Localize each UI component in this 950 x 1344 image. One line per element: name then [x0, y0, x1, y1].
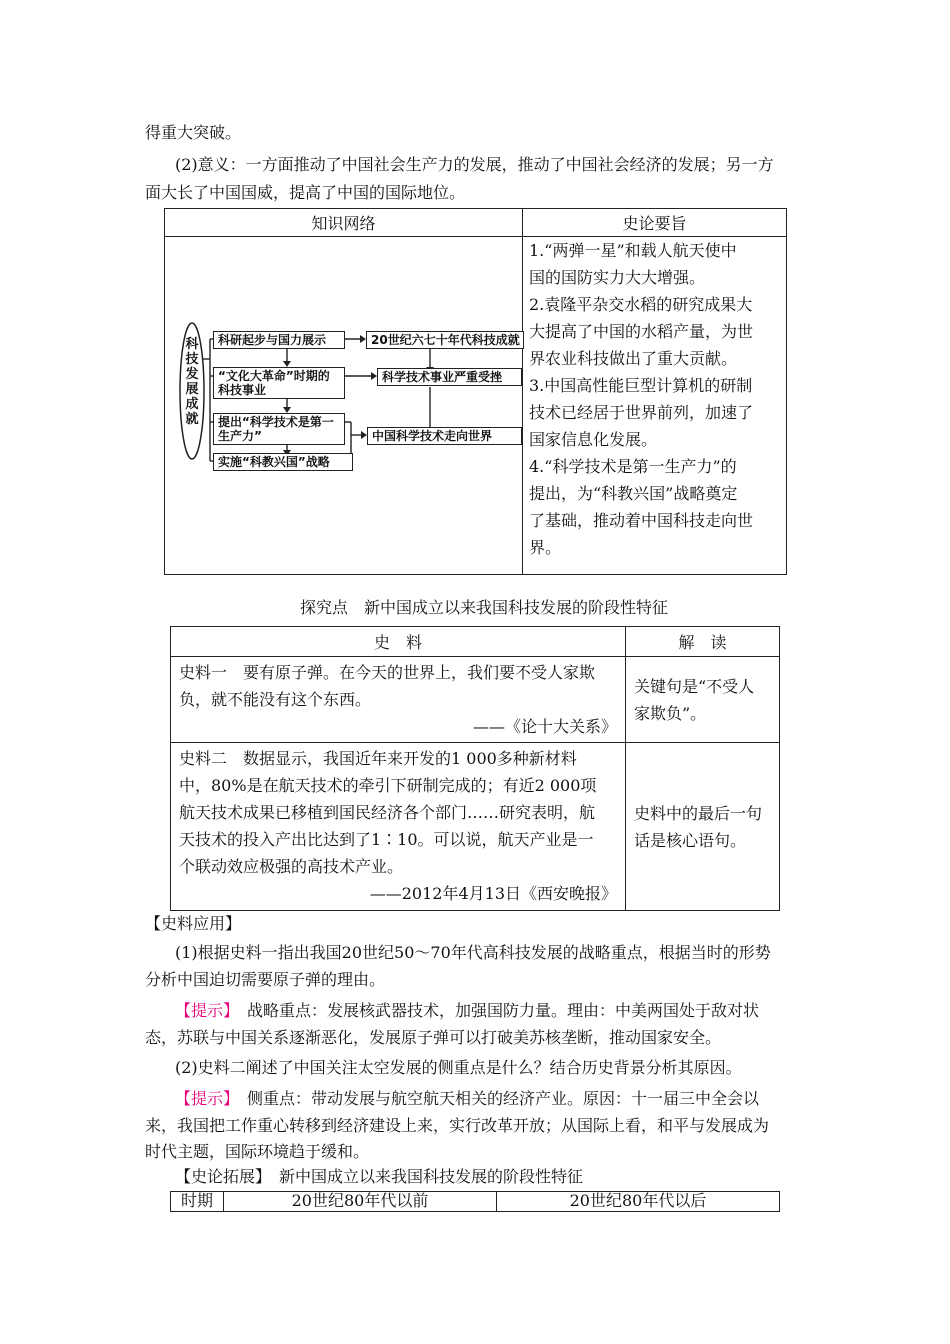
knowledge-diagram	[165, 237, 522, 574]
diagram-node-achievements-6070s: 20世纪六七十年代科技成就	[366, 331, 524, 349]
key-point-line: 界农业科技做出了重大贡献。	[529, 349, 738, 368]
question-1-line-2: 分析中国迫切需要原子弹的理由。	[145, 970, 386, 989]
diagram-node-kejiao-xingguo: 实施“科教兴国”战略	[213, 453, 353, 471]
header-key-points: 史论要旨	[523, 209, 787, 237]
material-line: 中，80%是在航天技术的牵引下研制完成的；有近2 000项	[179, 776, 597, 795]
key-point-line: 国的国防实力大大增强。	[529, 268, 706, 287]
knowledge-diagram-cell	[165, 237, 523, 575]
key-point-line: 2.袁隆平杂交水稻的研究成果大	[529, 295, 753, 314]
key-point-line: 4.“科学技术是第一生产力”的	[529, 457, 737, 476]
extension-table	[170, 1191, 780, 1212]
answer-2-line-2: 来，我国把工作重心转移到经济建设上来，实行改革开放；从国际上看，和平与发展成为	[145, 1116, 770, 1135]
material-line: 史料一 要有原子弹。在今天的世界上，我们要不受人家欺	[179, 663, 596, 682]
explore-title: 探究点 新中国成立以来我国科技发展的阶段性特征	[300, 598, 669, 617]
reading-line: 史料中的最后一句	[634, 803, 763, 823]
extension-heading: 【史论拓展】 新中国成立以来我国科技发展的阶段性特征	[175, 1167, 584, 1186]
header-knowledge-network: 知识网络	[165, 209, 523, 237]
material-line: 天技术的投入产出比达到了1∶10。可以说，航天产业是一	[179, 830, 594, 849]
key-point-line: 3.中国高性能巨型计算机的研制	[529, 376, 753, 395]
key-point-line: 界。	[529, 538, 562, 557]
material-line: 航天技术成果已移植到国民经济各个部门……研究表明，航	[179, 803, 596, 822]
question-1-line-1: (1)根据史料一指出我国20世纪50～70年代高科技发展的战略重点，根据当时的形势	[175, 943, 771, 962]
answer-1-line-1	[175, 1001, 759, 1021]
source-material-table	[170, 626, 780, 911]
diagram-node-research-start: 科研起步与国力展示	[213, 331, 345, 349]
material-cell-1	[171, 657, 626, 743]
diagram-node-setback: 科学技术事业严重受挫	[377, 368, 522, 386]
diagram-node-to-world: 中国科学技术走向世界	[367, 427, 522, 445]
key-point-line: 国家信息化发展。	[529, 430, 658, 449]
header-material: 史 料	[171, 627, 626, 657]
header-reading: 解 读	[626, 627, 780, 657]
answer-2-line-1	[175, 1089, 759, 1109]
material-line: 史料二 数据显示，我国近年来开发的1 000多种新材料	[179, 749, 577, 768]
reading-cell-2	[626, 743, 780, 911]
material-source: ——《论十大关系》	[472, 717, 617, 736]
answer-text: 侧重点：带动发展与航空航天相关的经济产业。原因：十一届三中全会以	[231, 1089, 760, 1108]
reading-line: 话是核心语句。	[634, 830, 747, 850]
material-line: 个联动效应极强的高技术产业。	[179, 857, 404, 876]
summary-table	[164, 208, 787, 575]
question-2: (2)史料二阐述了中国关注太空发展的侧重点是什么？结合历史背景分析其原因。	[175, 1058, 742, 1077]
hint-label: 【提示】	[175, 1001, 232, 1020]
intro-line-2: (2)意义：一方面推动了中国社会生产力的发展，推动了中国社会经济的发展；另一方	[175, 155, 774, 174]
header-before-1980s: 20世纪80年代以前	[224, 1192, 497, 1212]
diagram-connectors	[165, 237, 522, 574]
answer-1-line-2: 态，苏联与中国关系逐渐恶化，发展原子弹可以打破美苏核垄断，推动国家安全。	[145, 1028, 722, 1047]
hint-label: 【提示】	[175, 1089, 232, 1108]
key-point-line: 大提高了中国的水稻产量，为世	[529, 322, 754, 341]
material-cell-2	[171, 743, 626, 911]
reading-cell-1	[626, 657, 780, 743]
key-point-line: 技术已经居于世界前列，加速了	[529, 403, 754, 422]
intro-line-1: 得重大突破。	[145, 123, 242, 142]
diagram-node-productivity: 提出“科学技术是第一生产力”	[213, 413, 345, 445]
key-point-line: 提出，为“科教兴国”战略奠定	[529, 484, 738, 503]
reading-line: 家欺负”。	[634, 703, 707, 723]
answer-text: 战略重点：发展核武器技术，加强国防力量。理由：中美两国处于敌对状	[231, 1001, 760, 1020]
diagram-root-label: 科技发展成就	[185, 337, 199, 427]
application-heading: 【史料应用】	[145, 914, 242, 933]
header-after-1980s: 20世纪80年代以后	[497, 1192, 780, 1212]
material-source: ——2012年4月13日《西安晚报》	[369, 884, 617, 903]
key-point-line: 1.“两弹一星”和载人航天使中	[529, 241, 737, 260]
header-period: 时期	[171, 1192, 224, 1212]
key-points-cell	[523, 237, 787, 575]
intro-line-3: 面大长了中国国威，提高了中国的国际地位。	[145, 183, 466, 202]
reading-line: 关键句是“不受人	[634, 676, 755, 696]
key-point-line: 了基础，推动着中国科技走向世	[529, 511, 754, 530]
material-line: 负，就不能没有这个东西。	[179, 690, 372, 709]
answer-2-line-3: 时代主题，国际环境趋于缓和。	[145, 1142, 370, 1161]
diagram-node-cultural-revolution: “文化大革命”时期的科技事业	[213, 367, 345, 399]
